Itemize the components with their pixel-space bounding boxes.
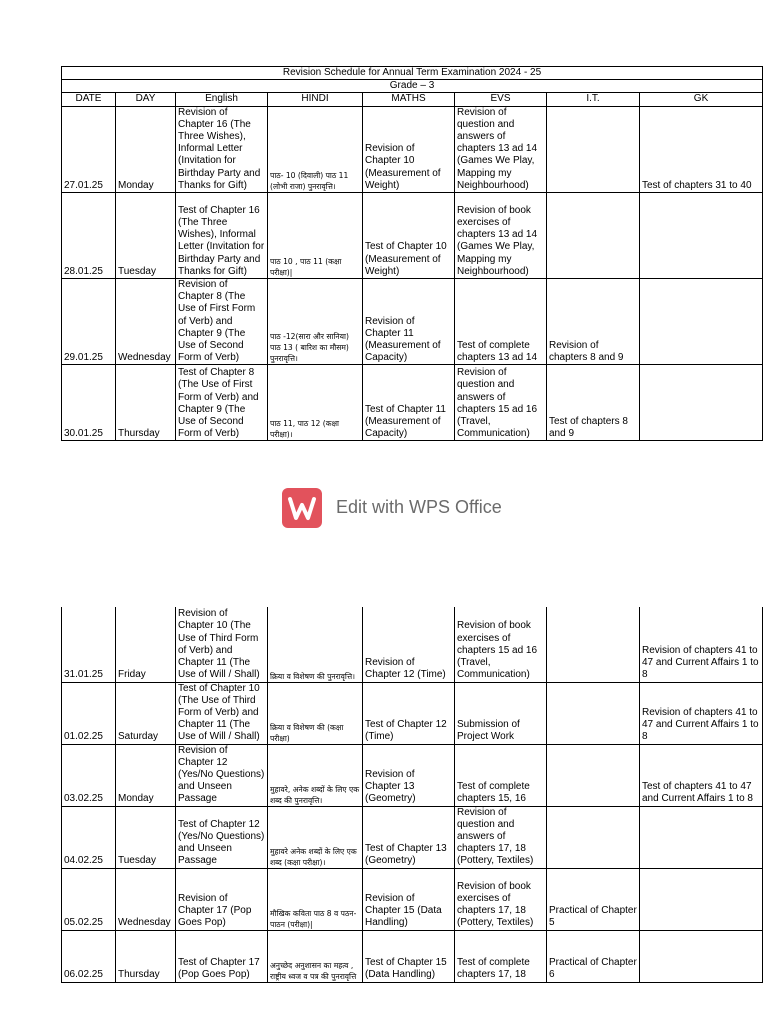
cell-date: 01.02.25 (62, 682, 116, 744)
header-day: DAY (116, 93, 176, 106)
cell-english: Test of Chapter 12 (Yes/No Questions) and Unseen Passage (176, 806, 268, 868)
cell-hindi: मुहावरे, अनेक शब्दों के लिए एक शब्द की पुनरावृत्ति। (268, 744, 363, 806)
wps-watermark (282, 487, 502, 528)
cell-english: Test of Chapter 16 (The Three Wishes), Informal Letter (Invitation for Birthday Party and Thanks for Gift) (176, 193, 268, 279)
cell-day: Tuesday (116, 193, 176, 279)
schedule-body-page1 (62, 106, 763, 441)
table-row (62, 607, 763, 682)
cell-english: Test of Chapter 10 (The Use of Third Form of Verb) and Chapter 11 (The Use of Will / Shall) (176, 682, 268, 744)
cell-english: Revision of Chapter 16 (The Three Wishes), Informal Letter (Invitation for Birthday Party and Thanks for Gift) (176, 106, 268, 192)
cell-gk (640, 930, 763, 982)
cell-it (547, 193, 640, 279)
table-row (62, 744, 763, 806)
table-row (62, 365, 763, 441)
schedule-table-page1 (61, 66, 763, 441)
cell-date: 06.02.25 (62, 930, 116, 982)
cell-day: Wednesday (116, 868, 176, 930)
cell-gk (640, 868, 763, 930)
cell-english: Test of Chapter 17 (Pop Goes Pop) (176, 930, 268, 982)
cell-gk (640, 806, 763, 868)
title-row (62, 67, 763, 80)
cell-evs: Revision of question and answers of chapters 13 ad 14 (Games We Play, Mapping my Neighbourhood) (455, 106, 547, 192)
schedule-title: Revision Schedule for Annual Term Examination 2024 - 25 (62, 67, 763, 80)
cell-evs: Test of complete chapters 17, 18 (455, 930, 547, 982)
cell-evs: Test of complete chapters 13 ad 14 (455, 279, 547, 365)
cell-it: Practical of Chapter 5 (547, 868, 640, 930)
cell-date: 04.02.25 (62, 806, 116, 868)
cell-date: 28.01.25 (62, 193, 116, 279)
table-row (62, 682, 763, 744)
cell-maths: Test of Chapter 11 (Measurement of Capacity) (363, 365, 455, 441)
cell-maths: Revision of Chapter 13 (Geometry) (363, 744, 455, 806)
cell-maths: Test of Chapter 13 (Geometry) (363, 806, 455, 868)
cell-hindi: मुहावरे अनेक शब्दों के लिए एक शब्द (कक्षा परीक्षा)। (268, 806, 363, 868)
cell-maths: Test of Chapter 12 (Time) (363, 682, 455, 744)
header-it: I.T. (547, 93, 640, 106)
cell-date: 05.02.25 (62, 868, 116, 930)
table-row (62, 930, 763, 982)
cell-day: Monday (116, 106, 176, 192)
cell-gk: Test of chapters 41 to 47 and Current Affairs 1 to 8 (640, 744, 763, 806)
grade-row (62, 80, 763, 93)
cell-day: Saturday (116, 682, 176, 744)
cell-gk (640, 193, 763, 279)
cell-gk (640, 365, 763, 441)
cell-date: 03.02.25 (62, 744, 116, 806)
cell-it (547, 106, 640, 192)
cell-maths: Revision of Chapter 12 (Time) (363, 607, 455, 682)
cell-day: Thursday (116, 365, 176, 441)
cell-evs: Submission of Project Work (455, 682, 547, 744)
cell-maths: Test of Chapter 15 (Data Handling) (363, 930, 455, 982)
header-date: DATE (62, 93, 116, 106)
header-gk: GK (640, 93, 763, 106)
cell-day: Wednesday (116, 279, 176, 365)
header-row (62, 93, 763, 106)
cell-evs: Revision of book exercises of chapters 17, 18 (Pottery, Textiles) (455, 868, 547, 930)
cell-gk (640, 279, 763, 365)
wps-logo-icon (282, 488, 322, 528)
cell-maths: Test of Chapter 10 (Measurement of Weight) (363, 193, 455, 279)
cell-maths: Revision of Chapter 15 (Data Handling) (363, 868, 455, 930)
cell-hindi: पाठ -12(सारा और सानिया) पाठ 13 ( बारिश का मौसम) पुनरावृत्ति। (268, 279, 363, 365)
cell-english: Revision of Chapter 17 (Pop Goes Pop) (176, 868, 268, 930)
header-english: English (176, 93, 268, 106)
cell-hindi: पाठ 10 , पाठ 11 (कक्षा परीक्षा)| (268, 193, 363, 279)
header-evs: EVS (455, 93, 547, 106)
header-hindi: HINDI (268, 93, 363, 106)
cell-it (547, 806, 640, 868)
table-row (62, 279, 763, 365)
cell-gk: Revision of chapters 41 to 47 and Current Affairs 1 to 8 (640, 682, 763, 744)
header-maths: MATHS (363, 93, 455, 106)
cell-hindi: पाठ 11, पाठ 12 (कक्षा परीक्षा)। (268, 365, 363, 441)
cell-it (547, 607, 640, 682)
cell-day: Thursday (116, 930, 176, 982)
table-row (62, 868, 763, 930)
cell-hindi: क्रिया व विशेषण की (कक्षा परीक्षा) (268, 682, 363, 744)
cell-day: Monday (116, 744, 176, 806)
cell-maths: Revision of Chapter 10 (Measurement of Weight) (363, 106, 455, 192)
cell-date: 27.01.25 (62, 106, 116, 192)
cell-gk: Revision of chapters 41 to 47 and Current Affairs 1 to 8 (640, 607, 763, 682)
cell-english: Revision of Chapter 10 (The Use of Third Form of Verb) and Chapter 11 (The Use of Will / Shall) (176, 607, 268, 682)
cell-day: Tuesday (116, 806, 176, 868)
cell-evs: Test of complete chapters 15, 16 (455, 744, 547, 806)
cell-day: Friday (116, 607, 176, 682)
table-row (62, 193, 763, 279)
cell-it: Revision of chapters 8 and 9 (547, 279, 640, 365)
cell-date: 29.01.25 (62, 279, 116, 365)
cell-date: 31.01.25 (62, 607, 116, 682)
cell-it (547, 744, 640, 806)
cell-evs: Revision of question and answers of chapters 15 ad 16 (Travel, Communication) (455, 365, 547, 441)
table-row (62, 106, 763, 192)
table-row (62, 806, 763, 868)
cell-it (547, 682, 640, 744)
cell-maths: Revision of Chapter 11 (Measurement of Capacity) (363, 279, 455, 365)
cell-hindi: अनुच्छेद अनुशासन का महत्व , राष्ट्रीय ध्वज व पत्र की पुनरावृत्ति (268, 930, 363, 982)
cell-english: Revision of Chapter 8 (The Use of First Form of Verb) and Chapter 9 (The Use of Second Form of Verb) (176, 279, 268, 365)
cell-hindi: क्रिया व विशेषण की पुनरावृत्ति। (268, 607, 363, 682)
cell-english: Revision of Chapter 12 (Yes/No Questions) and Unseen Passage (176, 744, 268, 806)
cell-hindi: मौखिक कविता पाठ 8 व पठन-पाठन (परीक्षा)| (268, 868, 363, 930)
cell-evs: Revision of book exercises of chapters 13 ad 14 (Games We Play, Mapping my Neighbourhood) (455, 193, 547, 279)
cell-gk: Test of chapters 31 to 40 (640, 106, 763, 192)
cell-date: 30.01.25 (62, 365, 116, 441)
cell-it: Test of chapters 8 and 9 (547, 365, 640, 441)
wps-watermark-text: Edit with WPS Office (336, 497, 502, 517)
cell-evs: Revision of question and answers of chapters 17, 18 (Pottery, Textiles) (455, 806, 547, 868)
cell-hindi: पाठ- 10 (दिवाली) पाठ 11 (लोभी राजा) पुनरावृत्ति। (268, 106, 363, 192)
schedule-body-page2 (62, 607, 763, 982)
cell-english: Test of Chapter 8 (The Use of First Form of Verb) and Chapter 9 (The Use of Second Form of Verb) (176, 365, 268, 441)
cell-evs: Revision of book exercises of chapters 15 ad 16 (Travel, Communication) (455, 607, 547, 682)
cell-it: Practical of Chapter 6 (547, 930, 640, 982)
grade-label: Grade – 3 (62, 80, 763, 93)
schedule-table-page2 (61, 607, 763, 983)
